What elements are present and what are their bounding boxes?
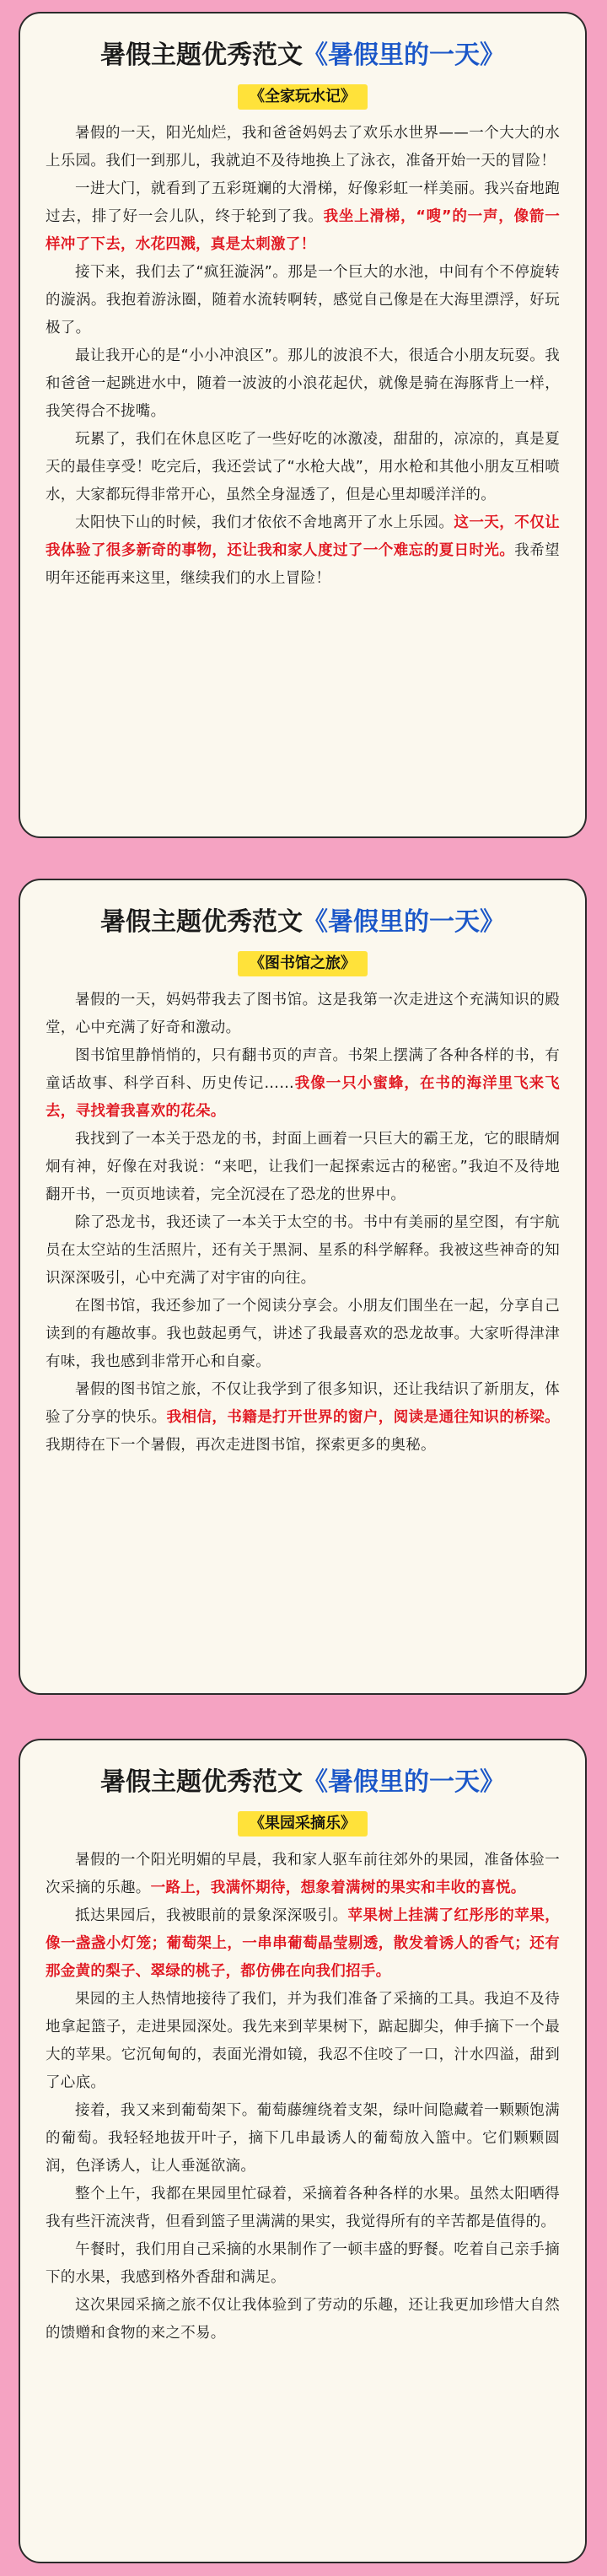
- essay-body: [46, 120, 560, 593]
- paragraph-text: 午餐时，我们用自己采摘的水果制作了一顿丰盛的野餐。吃着自己亲手摘下的水果，我感到格外香甜和满足。: [46, 2241, 560, 2286]
- title-accent: 《暑假里的一天》: [303, 907, 505, 937]
- paragraph: [46, 1209, 560, 1293]
- title-accent: 《暑假里的一天》: [303, 1767, 505, 1797]
- paragraph-text: 最让我开心的是“小小冲浪区”。那儿的波浪不大，很适合小朋友玩耍。我和爸爸一起跳进水中，随着一波波的小浪花起伏，就像是骑在海豚背上一样，我笑得合不拢嘴。: [46, 347, 560, 420]
- paragraph: [46, 2181, 560, 2236]
- paragraph-text: 图书馆里静悄悄的，只有翻书页的声音。书架上摆满了各种各样的书，有童话故事、科学百科、历史传记……: [46, 1047, 560, 1092]
- paragraph: [46, 342, 560, 426]
- paragraph-text: 暑假的图书馆之旅，不仅让我学到了很多知识，还让我结识了新朋友，体验了分享的快乐。: [46, 1381, 560, 1426]
- highlighted-sentence: 我坐上滑梯，“嗖”的一声，像箭一样冲了下去，水花四溅，真是太刺激了！: [46, 208, 560, 253]
- paragraph-text: 除了恐龙书，我还读了一本关于太空的书。书中有美丽的星空图，有宇航员在太空站的生活照片，还有关于黑洞、星系的科学解释。我被这些神奇的知识深深吸引，心中充满了对宇宙的向往。: [46, 1214, 560, 1287]
- paragraph-text: 接着，我又来到葡萄架下。葡萄藤缠绕着支架，绿叶间隐藏着一颗颗饱满的葡萄。我轻轻地拔开叶子，摘下几串最诱人的葡萄放入篮中。它们颗颗圆润，色泽诱人，让人垂涎欲滴。: [46, 2102, 560, 2175]
- essay-subtitle: 《果园采摘乐》: [238, 1811, 368, 1837]
- paragraph: [46, 2236, 560, 2292]
- paragraph: [46, 259, 560, 342]
- title-accent: 《暑假里的一天》: [303, 40, 505, 70]
- paragraph-text: 这次果园采摘之旅不仅让我体验到了劳动的乐趣，还让我更加珍惜大自然的馈赠和食物的来之不易。: [46, 2297, 560, 2342]
- paragraph: [46, 1042, 560, 1126]
- highlighted-sentence: 苹果树上挂满了红彤彤的苹果，像一盏盏小灯笼；葡萄架上，一串串葡萄晶莹剔透，散发着诱人的香气；还有那金黄的梨子、翠绿的桃子，都仿佛在向我们招手。: [46, 1907, 560, 1980]
- paragraph-text: 我找到了一本关于恐龙的书，封面上画着一只巨大的霸王龙，它的眼睛炯炯有神，好像在对我说：“来吧，让我们一起探索远古的秘密。”我迫不及待地翻开书，一页页地读着，完全沉浸在了恐龙的世界中。: [46, 1131, 560, 1203]
- paragraph-text: 太阳快下山的时候，我们才依依不舍地离开了水上乐园。: [75, 514, 454, 531]
- paragraph-text: 在图书馆，我还参加了一个阅读分享会。小朋友们围坐在一起，分享自己读到的有趣故事。我也鼓起勇气，讲述了我最喜欢的恐龙故事。大家听得津津有味，我也感到非常开心和自豪。: [46, 1298, 560, 1370]
- paragraph-text: 整个上午，我都在果园里忙碌着，采摘着各种各样的水果。虽然太阳晒得我有些汗流浃背，但看到篮子里满满的果实，我觉得所有的辛苦都是值得的。: [46, 2186, 560, 2230]
- paragraph: [46, 509, 560, 593]
- paragraph: [46, 987, 560, 1042]
- highlighted-sentence: 一路上，我满怀期待，想象着满树的果实和丰收的喜悦。: [150, 1880, 526, 1896]
- paragraph-text: 暑假的一天，阳光灿烂，我和爸爸妈妈去了欢乐水世界——一个大大的水上乐园。我们一到那儿，我就迫不及待地换上了泳衣，准备开始一天的冒险！: [46, 125, 560, 169]
- paragraph: [46, 1847, 560, 1902]
- highlighted-sentence: 我相信，书籍是打开世界的窗户，阅读是通往知识的桥梁。: [166, 1409, 560, 1426]
- essay-subtitle: 《全家玩水记》: [238, 84, 368, 110]
- card-title: [46, 39, 560, 73]
- paragraph: [46, 426, 560, 509]
- paragraph-text: 我期待在下一个暑假，再次走进图书馆，探索更多的奥秘。: [46, 1437, 436, 1454]
- paragraph-text: 抵达果园后，我被眼前的景象深深吸引。: [75, 1907, 348, 1924]
- paragraph: [46, 2097, 560, 2181]
- title-prefix: 暑假主题优秀范文: [100, 1767, 303, 1797]
- paragraph: [46, 1902, 560, 1986]
- essay-card-3: [19, 1739, 587, 2563]
- essay-subtitle: 《图书馆之旅》: [238, 951, 368, 976]
- paragraph-text: 接下来，我们去了“疯狂漩涡”。那是一个巨大的水池，中间有个不停旋转的漩涡。我抱着游泳圈，随着水流转啊转，感觉自己像是在大海里漂浮，好玩极了。: [46, 264, 560, 336]
- paragraph-text: 暑假的一个阳光明媚的早晨，我和家人驱车前往郊外的果园，准备体验一次采摘的乐趣。: [46, 1852, 560, 1896]
- paragraph: [46, 2292, 560, 2347]
- essay-card-1: [19, 12, 587, 838]
- card-title: [46, 906, 560, 939]
- paragraph-text: 我希望明年还能再来这里，继续我们的水上冒险！: [46, 542, 560, 587]
- paragraph-text: 一进大门，就看到了五彩斑斓的大滑梯，好像彩虹一样美丽。我兴奋地跑过去，排了好一会儿队，终于轮到了我。: [46, 180, 560, 225]
- essay-card-2: [19, 879, 587, 1695]
- paragraph: [46, 1376, 560, 1460]
- paragraph-text: 果园的主人热情地接待了我们，并为我们准备了采摘的工具。我迫不及待地拿起篮子，走进果园深处。我先来到苹果树下，踮起脚尖，伸手摘下一个最大的苹果。它沉甸甸的，表面光滑如镜，我忍不住咬了一口，汁水四溢，甜到了心底。: [46, 1991, 560, 2091]
- card-title: [46, 1766, 560, 1799]
- title-prefix: 暑假主题优秀范文: [100, 40, 303, 70]
- paragraph: [46, 175, 560, 259]
- paragraph: [46, 1126, 560, 1209]
- highlighted-sentence: 我像一只小蜜蜂，在书的海洋里飞来飞去，寻找着我喜欢的花朵。: [46, 1075, 560, 1120]
- essay-body: [46, 1847, 560, 2347]
- title-prefix: 暑假主题优秀范文: [100, 907, 303, 937]
- paragraph: [46, 1293, 560, 1376]
- highlighted-sentence: 这一天，不仅让我体验了很多新奇的事物，还让我和家人度过了一个难忘的夏日时光。: [46, 514, 561, 559]
- paragraph-text: 暑假的一天，妈妈带我去了图书馆。这是我第一次走进这个充满知识的殿堂，心中充满了好奇和激动。: [46, 992, 560, 1036]
- paragraph-text: 玩累了，我们在休息区吃了一些好吃的冰激凌，甜甜的，凉凉的，真是夏天的最佳享受！吃完后，我还尝试了“水枪大战”，用水枪和其他小朋友互相喷水，大家都玩得非常开心，虽然全身湿透了，但是心里却暖洋洋的。: [46, 431, 560, 503]
- essay-body: [46, 987, 560, 1460]
- paragraph: [46, 1986, 560, 2097]
- paragraph: [46, 120, 560, 175]
